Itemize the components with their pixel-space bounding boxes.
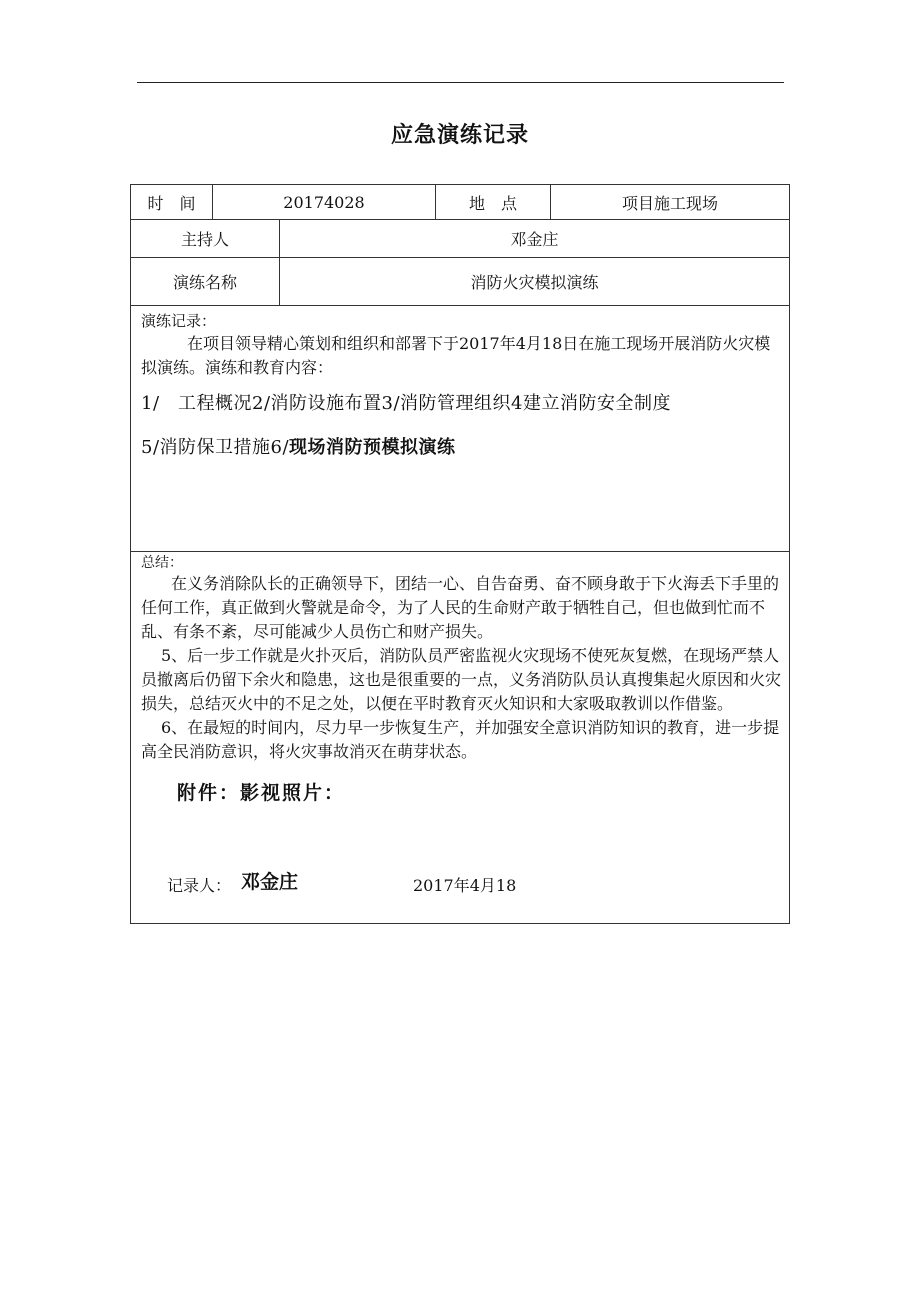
- record-items-prefix: 5/消防保卫措施6/: [141, 437, 290, 458]
- record-items-line2: [141, 434, 781, 462]
- record-heading: 演练记录：: [141, 312, 217, 330]
- record-date: 2017年4月18: [413, 876, 517, 895]
- summary-paragraph-3: 6、在最短的时间内，尽力早一步恢复生产，并加强安全意识消防知识的教育，进一步提高全民消防意识，将火灾事故消灭在萌芽状态。: [141, 718, 780, 761]
- header-rule: [137, 82, 784, 83]
- host-label: 主持人: [131, 220, 280, 258]
- time-label: 时 间: [131, 185, 213, 220]
- record-body: 在项目领导精心策划和组织和部署下于2017年4月18日在施工现场开展消防火灾模拟演练。演练和教育内容：: [141, 334, 771, 377]
- host-value: 邓金庄: [280, 220, 790, 258]
- record-items-bold: 现场消防预模拟演练: [289, 437, 456, 458]
- drill-record-table: [130, 184, 790, 924]
- summary-paragraph-1: 在义务消除队长的正确领导下，团结一心、自告奋勇、奋不顾身敢于下火海丢下手里的任何工作，真正做到火警就是命令，为了人民的生命财产敢于牺牲自己，但也做到忙而不乱、有条不紊，尽可能减少人员伤亡和财产损失。: [141, 574, 780, 641]
- summary-heading: 总结：: [141, 555, 183, 571]
- summary-cell: [131, 552, 790, 924]
- row-drill-name: [131, 258, 790, 306]
- drill-name-label: 演练名称: [131, 258, 280, 306]
- place-label: 地 点: [436, 185, 551, 220]
- recorder-name: 邓金庄: [241, 871, 299, 893]
- drill-name-value: 消防火灾模拟演练: [280, 258, 790, 306]
- place-value: 项目施工现场: [551, 185, 790, 220]
- row-record: [131, 306, 790, 552]
- record-items-line1: 1/ 工程概况2/消防设施布置3/消防管理组织4建立消防安全制度: [141, 393, 671, 414]
- row-host: [131, 220, 790, 258]
- recorder-label: 记录人：: [167, 876, 232, 895]
- summary-paragraph-2: 5、后一步工作就是火扑灭后，消防队员严密监视火灾现场不使死灰复燃，在现场严禁人员撤离后仍留下余火和隐患，这也是很重要的一点，义务消防队员认真搜集起火原因和火灾损失，总结灭火中的不足之处，以便在平时教育灭火知识和大家吸取教训以作借鉴。: [141, 646, 782, 713]
- time-value: 20174028: [213, 185, 436, 220]
- document-title: 应急演练记录: [390, 123, 529, 148]
- row-summary: [131, 552, 790, 924]
- record-cell: [131, 306, 790, 552]
- row-time-place: [131, 185, 790, 220]
- attachment-label: 附件：影视照片：: [177, 782, 346, 804]
- recorder-line: [141, 865, 781, 899]
